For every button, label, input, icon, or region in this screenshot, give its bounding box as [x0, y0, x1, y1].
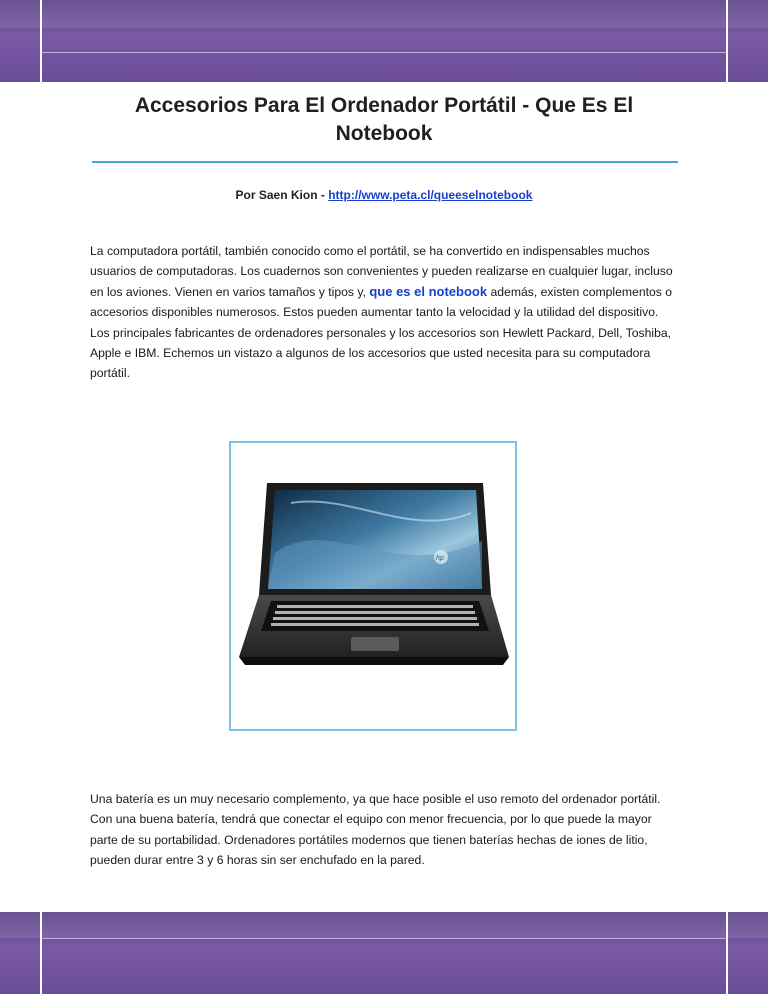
document-title: Accesorios Para El Ordenador Portátil - Que Es El Notebook [134, 94, 634, 145]
notebook-link[interactable]: que es el notebook [369, 283, 488, 299]
paragraph-intro-text-2: además, existen complementos o accesorios disponibles numerosos. Estos pueden aumentar tanto la velocidad y la utilidad del dispositivo. Los principales fabricantes de ordenadores personales y los accesorios son Hewlett Packard, Dell, Toshiba, Apple e IBM. Echemos un vistazo a algunos de los accesorios que usted necesita para su computadora portátil. [90, 284, 673, 381]
hp-logo: hp [436, 555, 444, 562]
header-band [0, 0, 768, 82]
laptop-figure [229, 441, 517, 731]
footer-band [0, 912, 768, 994]
paragraph-intro-text-1: La computadora portátil, también conocido como el portátil, se ha convertido en indispensables muchos usuarios de computadoras. Los cuadernos son convenientes y pueden realizarse en cualquier lugar, incluso en los aviones. Vienen en varios tamaños y tipos y, [90, 244, 673, 299]
paragraph-intro [90, 241, 680, 384]
byline-link[interactable]: http://www.peta.cl/queeselnotebook [328, 188, 533, 202]
laptop-image [231, 443, 515, 729]
byline [92, 188, 676, 202]
title-rule [92, 161, 678, 163]
paragraph-battery: Una batería es un muy necesario complemento, ya que hace posible el uso remoto del ordenador portátil. Con una buena batería, tendrá que conectar el equipo con menor frecuencia, por lo que puede la mayor parte de su portabilidad. Ordenadores portátiles modernos que tienen baterías hechas de iones de litio, pueden durar entre 3 y 6 horas sin ser enchufado en la pared. [90, 792, 661, 868]
byline-author: Por Saen Kion - [235, 188, 329, 202]
